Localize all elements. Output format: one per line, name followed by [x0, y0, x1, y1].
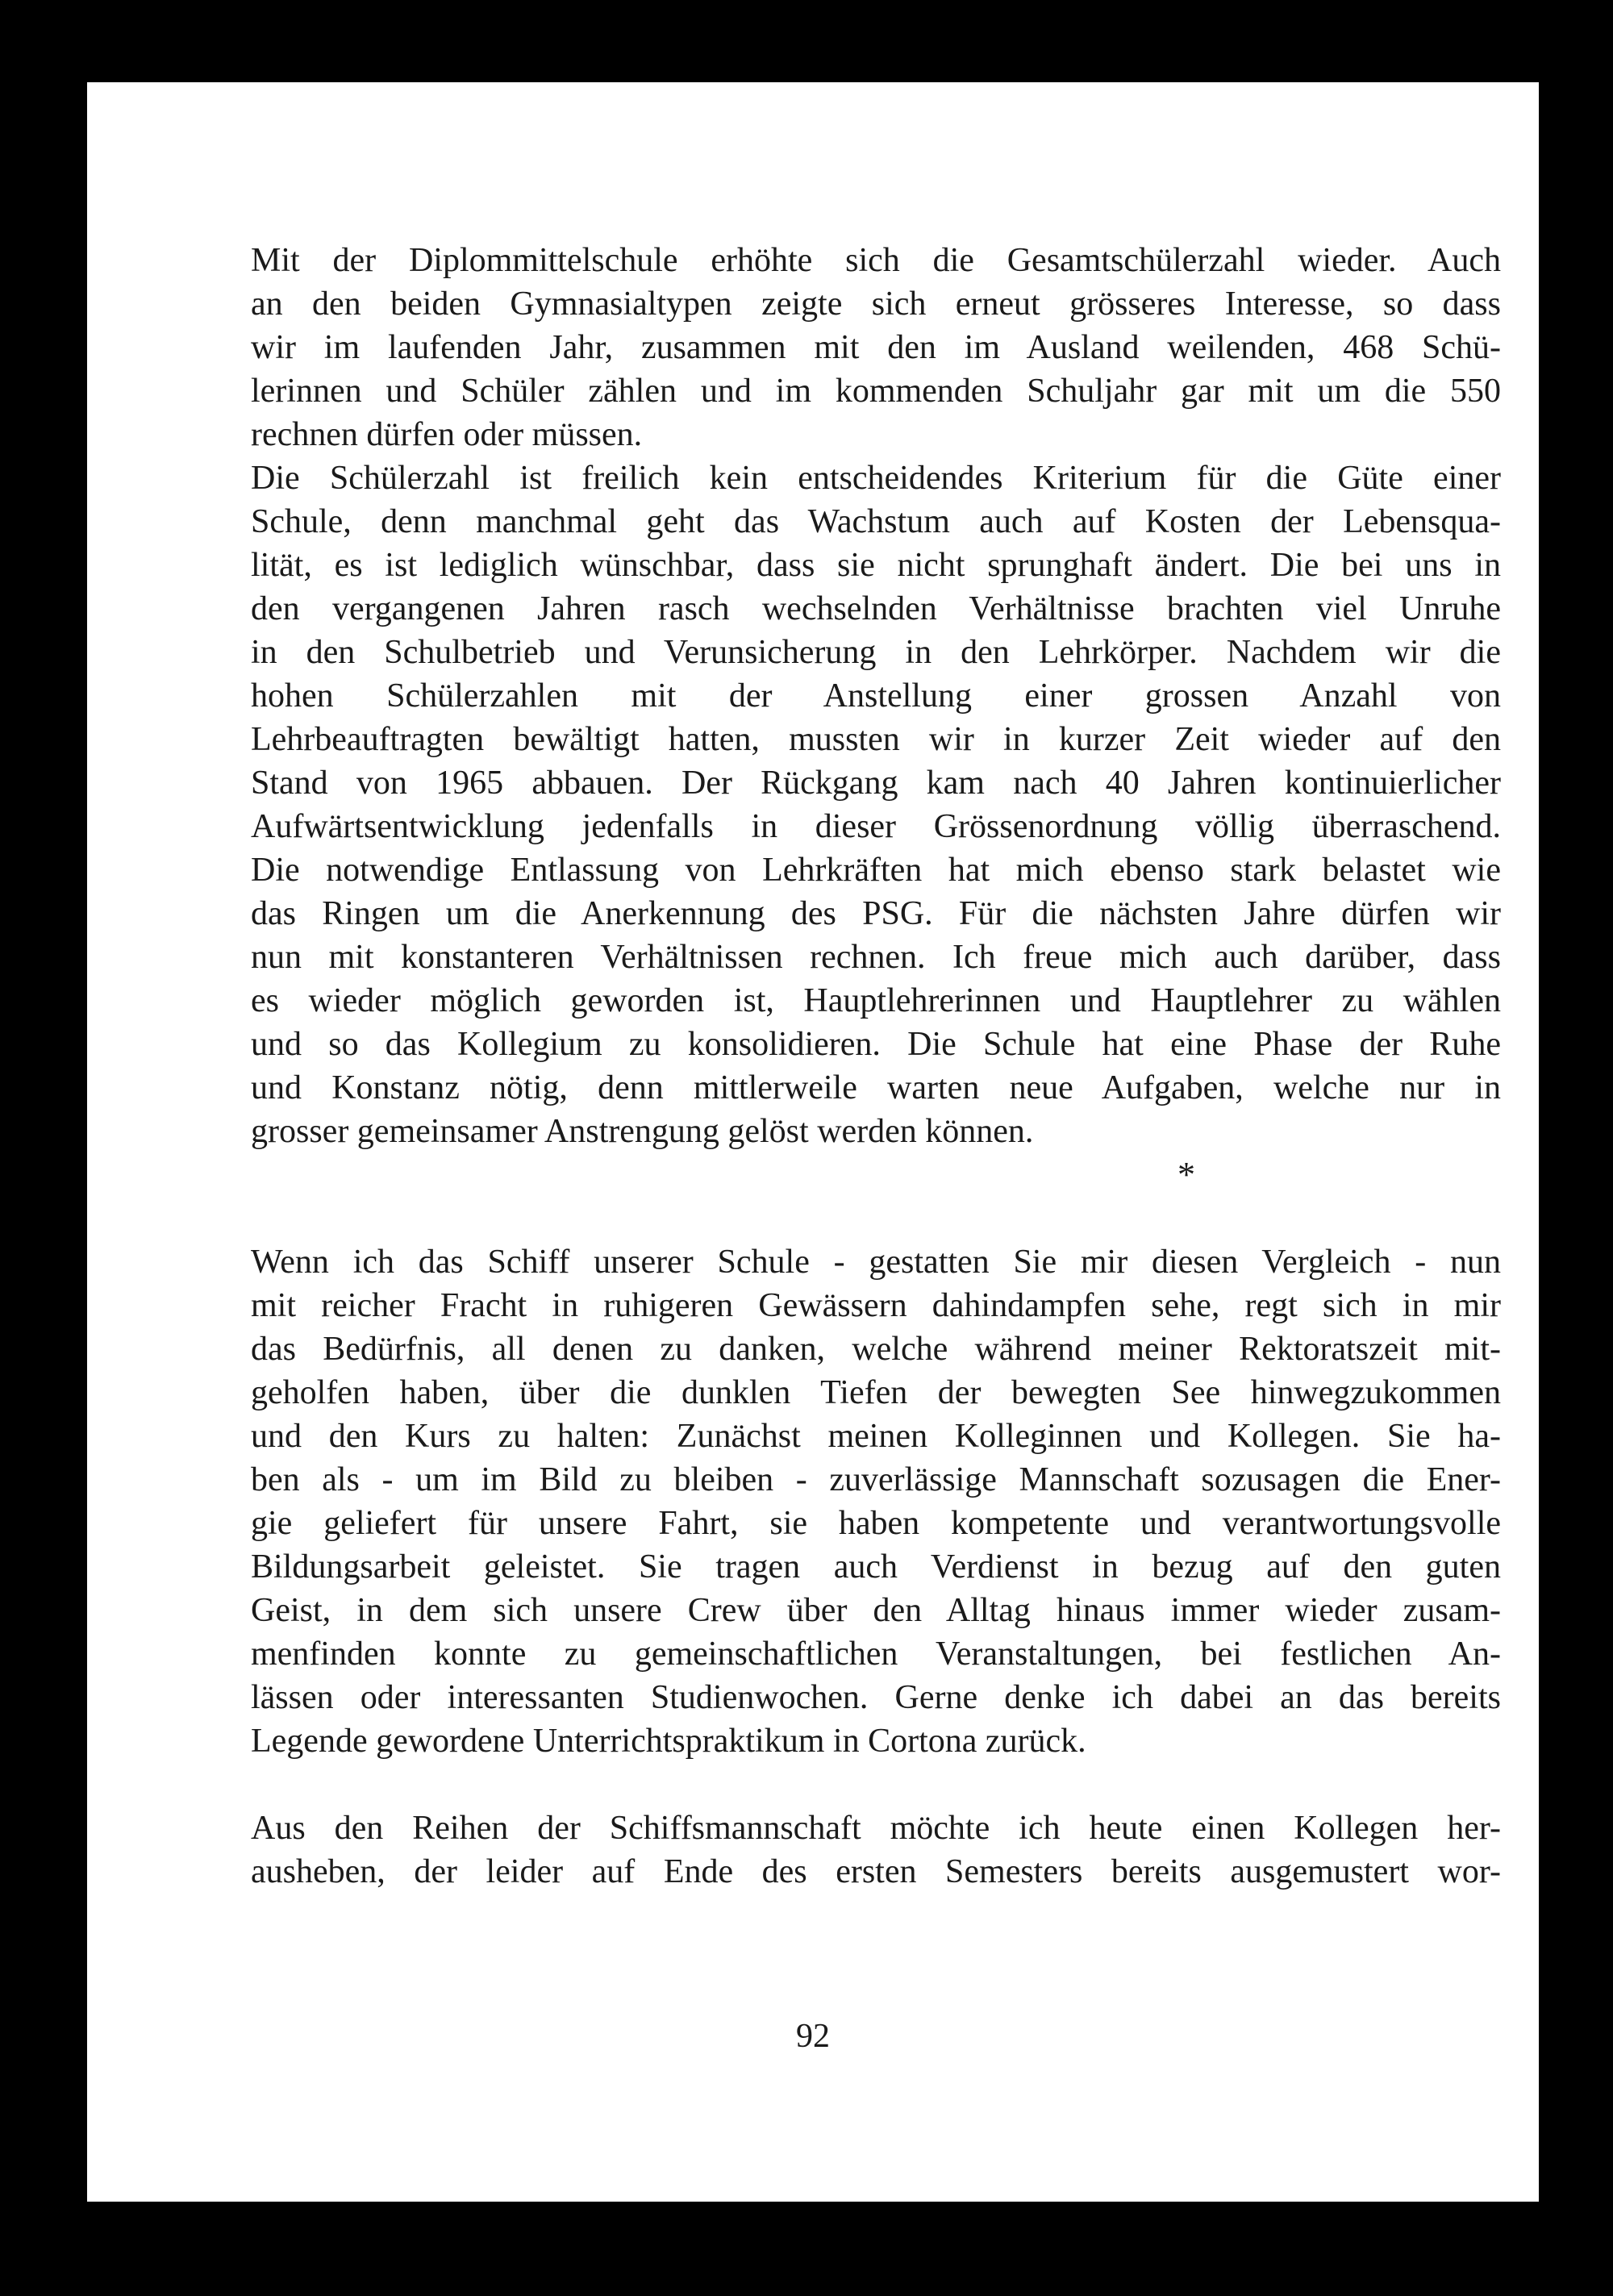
text-line: geholfen haben, über die dunklen Tiefen der bewegten See hinwegzukommen: [251, 1374, 1501, 1411]
text-line: ausheben, der leider auf Ende des ersten Semesters bereits ausgemustert wor-: [251, 1853, 1501, 1890]
text-line: Mit der Diplommittelschule erhöhte sich die Gesamtschülerzahl wieder. Auch: [251, 242, 1501, 279]
text-line: grosser gemeinsamer Anstrengung gelöst werden können.: [251, 1113, 1034, 1150]
text-line: hohen Schülerzahlen mit der Anstellung einer grossen Anzahl von: [251, 677, 1501, 715]
text-line: es wieder möglich geworden ist, Hauptlehrerinnen und Hauptlehrer zu wählen: [251, 982, 1501, 1019]
text-line: das Bedürfnis, all denen zu danken, welche während meiner Rektoratszeit mit-: [251, 1331, 1501, 1368]
text-line: Stand von 1965 abbauen. Der Rückgang kam nach 40 Jahren kontinuierlicher: [251, 765, 1501, 802]
text-line: Legende gewordene Unterrichtspraktikum in Cortona zurück.: [251, 1723, 1086, 1760]
blank-line: [251, 1763, 1501, 1806]
text-line: und so das Kollegium zu konsolidieren. Die Schule hat eine Phase der Ruhe: [251, 1026, 1501, 1063]
body-text: [251, 239, 1501, 1894]
text-line: Die notwendige Entlassung von Lehrkräften hat mich ebenso stark belastet wie: [251, 852, 1501, 889]
text-line: Aufwärtsentwicklung jedenfalls in dieser Grössenordnung völlig überraschend.: [251, 808, 1501, 845]
paragraph-1: [251, 239, 1501, 456]
text-line: wir im laufenden Jahr, zusammen mit den im Ausland weilenden, 468 Schü-: [251, 329, 1501, 366]
text-line: und den Kurs zu halten: Zunächst meinen Kolleginnen und Kollegen. Sie ha-: [251, 1418, 1501, 1455]
blank-line: [251, 1197, 1501, 1240]
page-number: 92: [796, 2018, 830, 2055]
text-line: in den Schulbetrieb und Verunsicherung in den Lehrkörper. Nachdem wir die: [251, 634, 1501, 671]
text-line: Bildungsarbeit geleistet. Sie tragen auch Verdienst in bezug auf den guten: [251, 1548, 1501, 1586]
text-line: gie geliefert für unsere Fahrt, sie haben kompetente und verantwortungsvolle: [251, 1505, 1501, 1542]
text-line: den vergangenen Jahren rasch wechselnden Verhältnisse brachten viel Unruhe: [251, 590, 1501, 627]
text-line: Die Schülerzahl ist freilich kein entscheidendes Kriterium für die Güte einer: [251, 460, 1501, 497]
document-page: [87, 82, 1539, 2202]
text-line: Geist, in dem sich unsere Crew über den Alltag hinaus immer wieder zusam-: [251, 1592, 1501, 1629]
text-line: rechnen dürfen oder müssen.: [251, 416, 643, 453]
text-line: das Ringen um die Anerkennung des PSG. Für die nächsten Jahre dürfen wir: [251, 895, 1501, 932]
text-line: und Konstanz nötig, denn mittlerweile warten neue Aufgaben, welche nur in: [251, 1069, 1501, 1106]
paragraph-3: [251, 1240, 1501, 1763]
text-line: lität, es ist lediglich wünschbar, dass sie nicht sprunghaft ändert. Die bei uns in: [251, 547, 1501, 584]
text-line: Aus den Reihen der Schiffsmannschaft möchte ich heute einen Kollegen her-: [251, 1810, 1501, 1847]
text-line: ben als - um im Bild zu bleiben - zuverlässige Mannschaft sozusagen die Ener-: [251, 1461, 1501, 1498]
text-line: menfinden konnte zu gemeinschaftlichen Veranstaltungen, bei festlichen An-: [251, 1636, 1501, 1673]
text-line: lässen oder interessanten Studienwochen. Gerne denke ich dabei an das bereits: [251, 1679, 1501, 1716]
text-line: an den beiden Gymnasialtypen zeigte sich erneut grösseres Interesse, so dass: [251, 285, 1501, 323]
text-line: nun mit konstanteren Verhältnissen rechnen. Ich freue mich auch darüber, dass: [251, 939, 1501, 976]
text-line: lerinnen und Schüler zählen und im kommenden Schuljahr gar mit um die 550: [251, 373, 1501, 410]
text-line: Wenn ich das Schiff unserer Schule - gestatten Sie mir diesen Vergleich - nun: [251, 1244, 1501, 1281]
text-line: Lehrbeauftragten bewältigt hatten, mussten wir in kurzer Zeit wieder auf den: [251, 721, 1501, 758]
paragraph-2: [251, 456, 1501, 1153]
paragraph-4: [251, 1806, 1501, 1894]
section-separator: *: [1177, 1155, 1195, 1194]
text-line: mit reicher Fracht in ruhigeren Gewässern dahindampfen sehe, regt sich in mir: [251, 1287, 1501, 1324]
text-line: Schule, denn manchmal geht das Wachstum auch auf Kosten der Lebensqua-: [251, 503, 1501, 540]
